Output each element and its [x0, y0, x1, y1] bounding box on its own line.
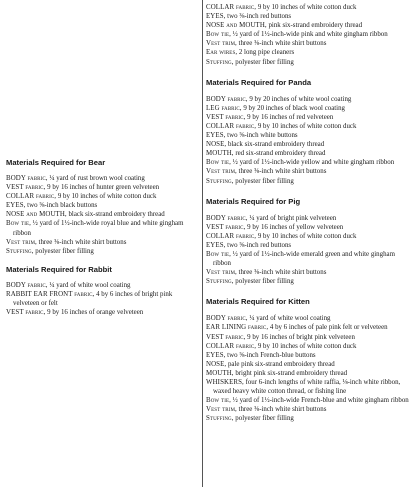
material-label: Ear wires, [206, 49, 238, 57]
material-item [6, 290, 198, 308]
material-text: pink six-strand embroidery thread [266, 22, 363, 30]
material-item [206, 314, 412, 323]
material-text: three ⅜-inch white shirt buttons [236, 406, 327, 414]
material-item [6, 219, 198, 237]
section-title-pig: Materials Required for Pig [206, 196, 301, 206]
material-text: two ⅝-inch red buttons [225, 241, 292, 249]
material-text: ½ yard of 1½-inch-wide French-blue and white gingham ribbon [230, 397, 409, 405]
material-label: VEST fabric, [206, 113, 246, 121]
material-text: 9 by 16 inches of bright pink velveteen [245, 333, 355, 341]
material-label: EYES, [206, 132, 226, 140]
material-text: 9 by 16 inches of red velveteen [245, 113, 334, 121]
material-label: NOSE and MOUTH, [6, 211, 67, 219]
material-text: 9 by 16 inches of hunter green velveteen [45, 184, 160, 192]
material-text: three ⅜-inch white shirt buttons [236, 40, 327, 48]
material-text: ½ yard of 1½-inch-wide emerald green and white gingham ribbon [213, 250, 395, 268]
section-kitten [206, 297, 412, 423]
material-item [206, 12, 412, 21]
material-text: three ⅜-inch white shirt buttons [236, 269, 327, 277]
material-item [206, 241, 412, 250]
material-label: MOUTH, [206, 369, 234, 377]
material-label: Bow tie, [206, 159, 231, 167]
material-item [206, 277, 412, 286]
material-label: BODY fabric, [6, 175, 48, 182]
material-item [6, 210, 198, 219]
material-label: LEG fabric, [206, 104, 242, 112]
right-column [206, 3, 412, 434]
material-text: polyester fiber filling [233, 278, 294, 286]
material-label: VEST fabric, [6, 309, 46, 317]
material-item [206, 405, 412, 414]
material-item [206, 378, 412, 396]
material-item [206, 360, 412, 369]
material-text: two ⅝-inch black buttons [25, 202, 98, 210]
material-text: 9 by 20 inches of white wool coating [247, 95, 352, 103]
material-label: COLLAR fabric, [206, 4, 257, 11]
material-text: black six-strand embroidery thread [226, 141, 325, 149]
material-item [206, 333, 412, 342]
material-text: ½ yard of 1½-inch-wide royal blue and white gingham ribbon [13, 220, 184, 237]
material-item [206, 268, 412, 277]
material-item [206, 3, 412, 12]
material-label: EYES, [206, 241, 226, 249]
material-label: Vest trim, [206, 269, 237, 277]
material-text: polyester fiber filling [233, 58, 294, 66]
material-label: EAR LINING fabric, [206, 324, 269, 332]
material-label: VEST fabric, [206, 333, 246, 341]
material-item [206, 131, 412, 140]
column-divider [202, 0, 203, 487]
material-item [6, 192, 198, 201]
material-item [206, 396, 412, 405]
material-label: COLLAR fabric, [206, 342, 257, 350]
material-label: NOSE, [206, 360, 227, 368]
material-label: VEST fabric, [206, 223, 246, 231]
material-label: Stuffing, [206, 415, 234, 423]
material-label: EYES, [206, 13, 226, 21]
material-label: Vest trim, [206, 406, 237, 414]
material-item [206, 140, 412, 149]
material-label: MOUTH, [206, 150, 234, 158]
material-item [206, 177, 412, 186]
material-item [206, 104, 412, 113]
material-label: Stuffing, [206, 58, 234, 66]
material-item [206, 414, 412, 423]
material-label: Stuffing, [6, 247, 34, 255]
material-text: two ⅝-inch white buttons [225, 132, 298, 140]
material-item [6, 183, 198, 192]
section-bear [6, 158, 198, 256]
material-label: BODY fabric, [206, 315, 248, 323]
material-label: BODY fabric, [206, 95, 248, 103]
material-label: NOSE and MOUTH, [206, 22, 267, 30]
material-label: NOSE, [206, 141, 227, 149]
material-item [206, 323, 412, 332]
material-text: ¼ yard of bright pink velveteen [247, 214, 337, 222]
material-label: COLLAR fabric, [6, 193, 57, 201]
material-item [206, 158, 412, 167]
material-item [206, 223, 412, 232]
material-label: Bow tie, [206, 31, 231, 39]
material-item [6, 308, 198, 317]
material-item [206, 113, 412, 122]
material-text: 9 by 10 inches of white cotton duck [256, 122, 357, 130]
material-text: polyester fiber filling [233, 177, 294, 185]
material-label: Bow tie, [206, 397, 231, 405]
material-item [6, 174, 198, 183]
section-title-rabbit: Materials Required for Rabbit [6, 264, 112, 274]
material-item [206, 149, 412, 158]
material-text: ½ yard of 1½-inch-wide pink and white gingham ribbon [230, 31, 388, 39]
material-text: ½ yard of 1½-inch-wide yellow and white gingham ribbon [230, 159, 395, 167]
material-label: RABBIT EAR FRONT fabric, [6, 290, 95, 298]
material-text: 9 by 20 inches of black wool coating [241, 104, 345, 112]
material-item [6, 281, 198, 290]
material-label: Vest trim, [206, 40, 237, 48]
material-text: 9 by 10 inches of white cotton duck [56, 193, 157, 201]
section-pig [206, 197, 412, 287]
material-text: black six-strand embroidery thread [66, 211, 165, 219]
material-label: WHISKERS, [206, 379, 244, 386]
material-text: ¼ yard of white wool coating [47, 281, 131, 289]
material-text: 4 by 6 inches of pale pink felt or velveteen [268, 324, 388, 332]
material-item [6, 247, 198, 256]
material-item [206, 30, 412, 39]
material-label: COLLAR fabric, [206, 232, 257, 240]
material-label: VEST fabric, [6, 184, 46, 192]
section-panda [206, 78, 412, 186]
material-label: Vest trim, [206, 168, 237, 176]
material-label: Stuffing, [206, 278, 234, 286]
section-rabbit [6, 265, 198, 317]
material-text: polyester fiber filling [233, 415, 294, 423]
material-text: three ⅜-inch white shirt buttons [36, 238, 127, 246]
material-text: 9 by 10 inches of white cotton duck [256, 232, 357, 240]
material-label: COLLAR fabric, [206, 122, 257, 130]
section-title-panda: Materials Required for Panda [206, 77, 312, 87]
material-item [206, 232, 412, 241]
material-item [206, 167, 412, 176]
material-text: red six-strand embroidery thread [233, 150, 326, 158]
material-text: four 6-inch lengths of white raffia, ⅛-inch white ribbon, waxed heavy white cotton thread, or fishing line [213, 379, 401, 396]
left-column [6, 158, 198, 326]
material-item [206, 48, 412, 57]
material-text: 9 by 10 inches of white cotton duck [256, 4, 357, 11]
section-title-kitten: Materials Required for Kitten [206, 297, 310, 307]
section-title-bear: Materials Required for Bear [6, 158, 106, 167]
material-item [6, 201, 198, 210]
material-label: Vest trim, [6, 238, 37, 246]
material-text: 9 by 16 inches of orange velveteen [45, 309, 144, 317]
material-item [206, 21, 412, 30]
material-item [206, 214, 412, 223]
material-item [206, 58, 412, 67]
material-text: two ⅜-inch red buttons [225, 13, 292, 21]
material-item [6, 238, 198, 247]
material-text: 9 by 10 inches of white cotton duck [256, 342, 357, 350]
material-item [206, 351, 412, 360]
material-label: BODY fabric, [206, 214, 248, 222]
material-item [206, 95, 412, 104]
material-text: two ⅝-inch French-blue buttons [225, 351, 316, 359]
material-text: polyester fiber filling [33, 247, 94, 255]
section-rabbit-continued [206, 3, 412, 67]
material-label: EYES, [206, 351, 226, 359]
material-label: BODY fabric, [6, 281, 48, 289]
material-label: Stuffing, [206, 177, 234, 185]
material-text: bright pink six-strand embroidery thread [233, 369, 348, 377]
material-item [206, 39, 412, 48]
material-item [206, 369, 412, 378]
material-item [206, 122, 412, 131]
material-label: Bow tie, [6, 220, 31, 228]
material-text: 2 long pipe cleaners [237, 49, 295, 57]
material-text: 4 by 6 inches of bright pink velveteen or felt [13, 290, 173, 308]
material-text: 9 by 16 inches of yellow velveteen [245, 223, 344, 231]
material-text: three ⅜-inch white shirt buttons [236, 168, 327, 176]
material-item [206, 250, 412, 268]
material-label: EYES, [6, 202, 26, 210]
material-text: pale pink six-strand embroidery thread [226, 360, 335, 368]
material-label: Bow tie, [206, 250, 231, 258]
material-text: ¼ yard of white wool coating [247, 315, 331, 323]
material-item [206, 342, 412, 351]
material-text: ¼ yard of rust brown wool coating [47, 175, 145, 182]
